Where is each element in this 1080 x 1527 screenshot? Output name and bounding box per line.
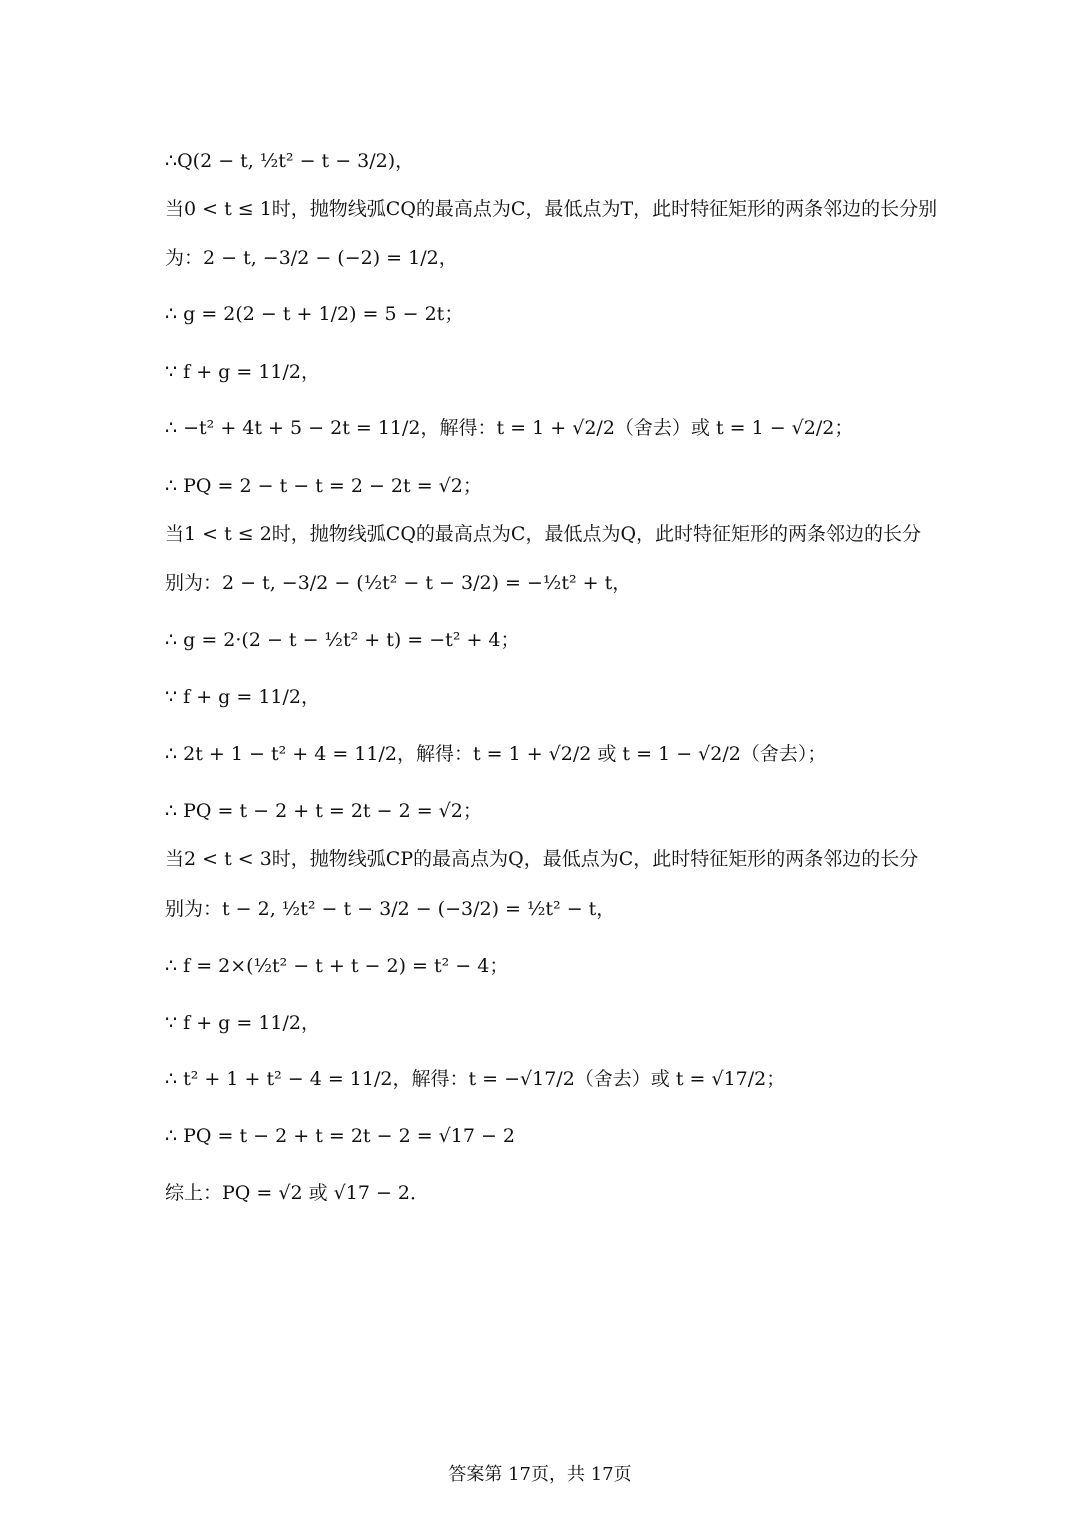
solution-line-19: ∴ PQ = t − 2 + t = 2t − 2 = √17 − 2 <box>165 1125 516 1147</box>
solution-line-4: ∴ g = 2(2 − t + 1/2) = 5 − 2t； <box>165 303 464 325</box>
solution-line-15: 别为：t − 2, ½t² − t − 3/2 − (−3/2) = ½t² − t， <box>165 898 616 920</box>
solution-line-2: 当0 < t ≤ 1时，抛物线弧CQ的最高点为C，最低点为T，此时特征矩形的两条邻边的长分别 <box>165 198 938 220</box>
solution-line-17: ∵ f + g = 11/2， <box>165 1012 320 1034</box>
solution-line-16: ∴ f = 2×(½t² − t + t − 2) = t² − 4； <box>165 955 509 977</box>
page-footer: 答案第 17页，共 17页 <box>448 1464 632 1485</box>
solution-line-12: ∴ 2t + 1 − t² + 4 = 11/2，解得：t = 1 + √2/2 或 t = 1 − √2/2（舍去）； <box>165 743 827 765</box>
solution-line-13: ∴ PQ = t − 2 + t = 2t − 2 = √2； <box>165 800 482 822</box>
solution-line-3: 为：2 − t, −3/2 − (−2) = 1/2， <box>165 247 458 269</box>
solution-line-11: ∵ f + g = 11/2， <box>165 686 320 708</box>
solution-line-8: 当1 < t ≤ 2时，抛物线弧CQ的最高点为C，最低点为Q，此时特征矩形的两条邻边的长分 <box>165 523 922 545</box>
solution-line-5: ∵ f + g = 11/2， <box>165 361 320 383</box>
solution-line-6: ∴ −t² + 4t + 5 − 2t = 11/2，解得：t = 1 + √2/2（舍去）或 t = 1 − √2/2； <box>165 417 854 439</box>
solution-line-7: ∴ PQ = 2 − t − t = 2 − 2t = √2； <box>165 475 482 497</box>
solution-line-14: 当2 < t < 3时，抛物线弧CP的最高点为Q，最低点为C，此时特征矩形的两条邻边的长分 <box>165 848 919 870</box>
solution-line-18: ∴ t² + 1 + t² − 4 = 11/2，解得：t = −√17/2（舍去）或 t = √17/2； <box>165 1068 786 1090</box>
solution-line-9: 别为：2 − t, −3/2 − (½t² − t − 3/2) = −½t² + t， <box>165 572 632 594</box>
solution-line-10: ∴ g = 2·(2 − t − ½t² + t) = −t² + 4； <box>165 629 520 651</box>
solution-line-1: ∴Q(2 − t, ½t² − t − 3/2)， <box>165 150 415 172</box>
solution-conclusion: 综上：PQ = √2 或 √17 − 2． <box>165 1182 430 1204</box>
